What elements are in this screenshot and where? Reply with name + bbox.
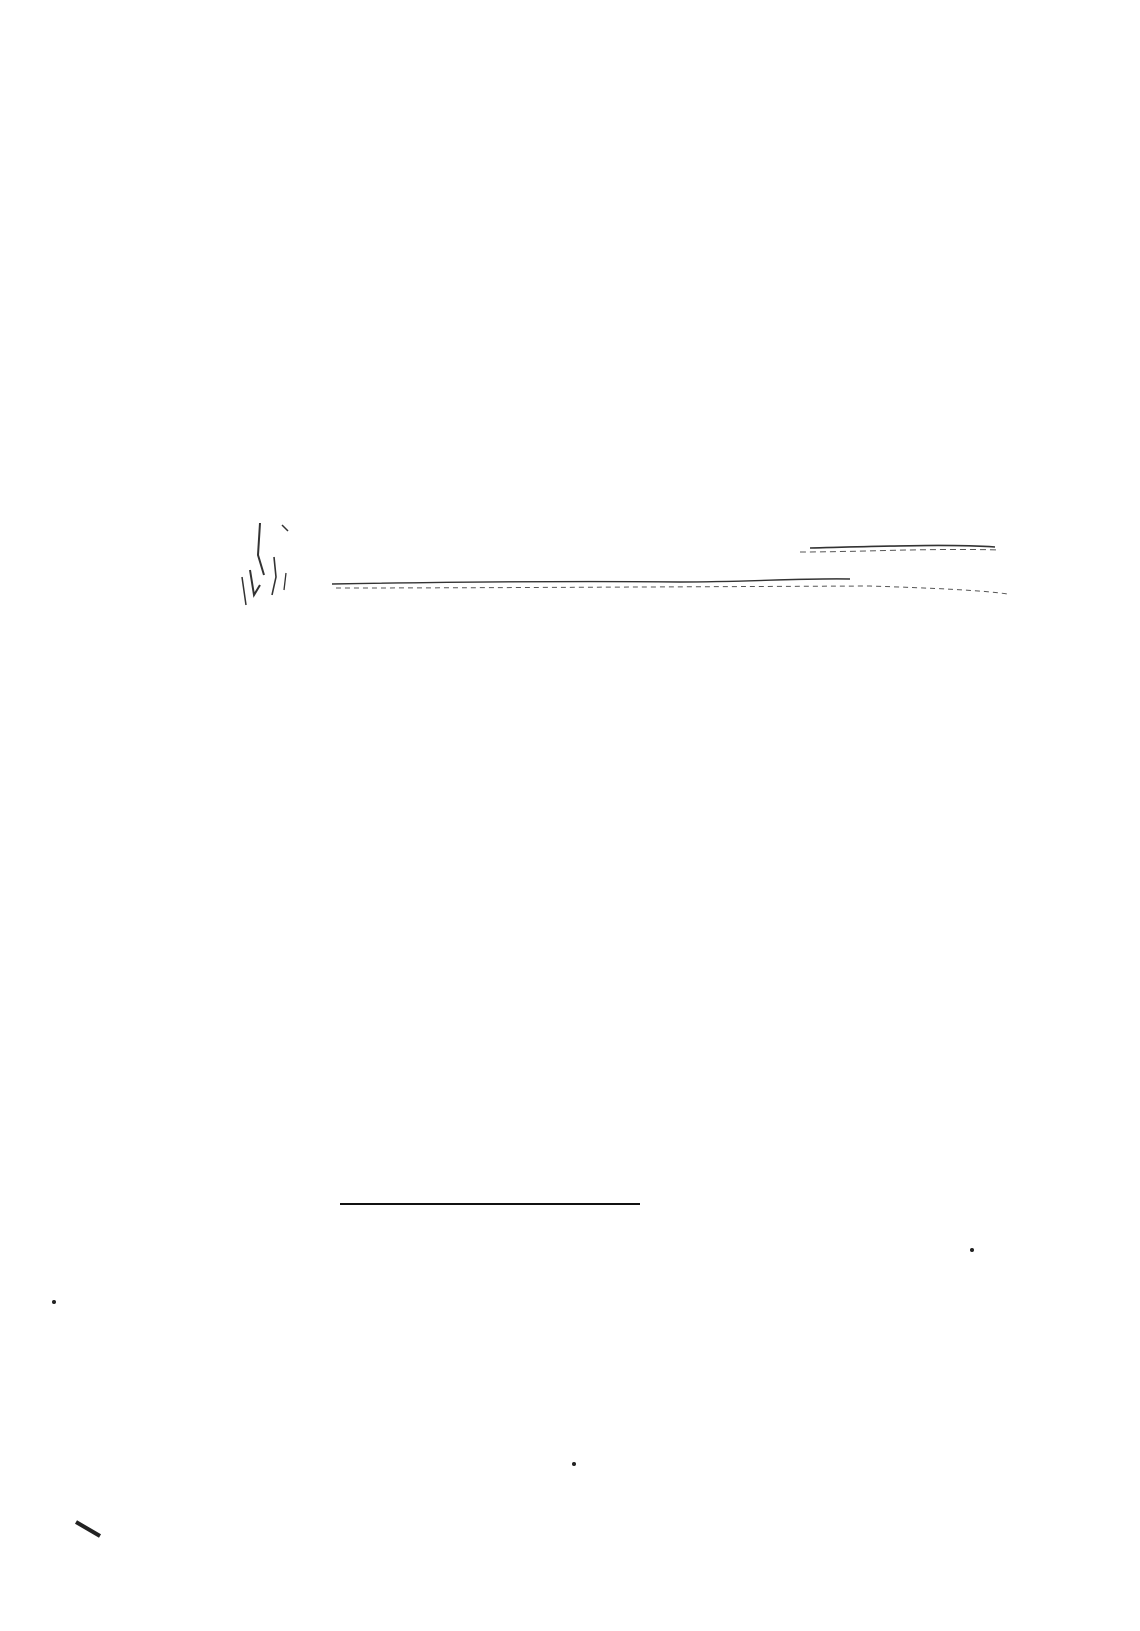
- margin-handwriting-mark: [236, 515, 296, 615]
- ink-speck: [572, 1462, 576, 1466]
- ink-stroke-mark: [74, 1518, 104, 1540]
- footnote-rule: [340, 1203, 640, 1205]
- ink-speck: [970, 1248, 974, 1252]
- pencil-underline: [330, 538, 1010, 606]
- ink-speck: [52, 1300, 56, 1304]
